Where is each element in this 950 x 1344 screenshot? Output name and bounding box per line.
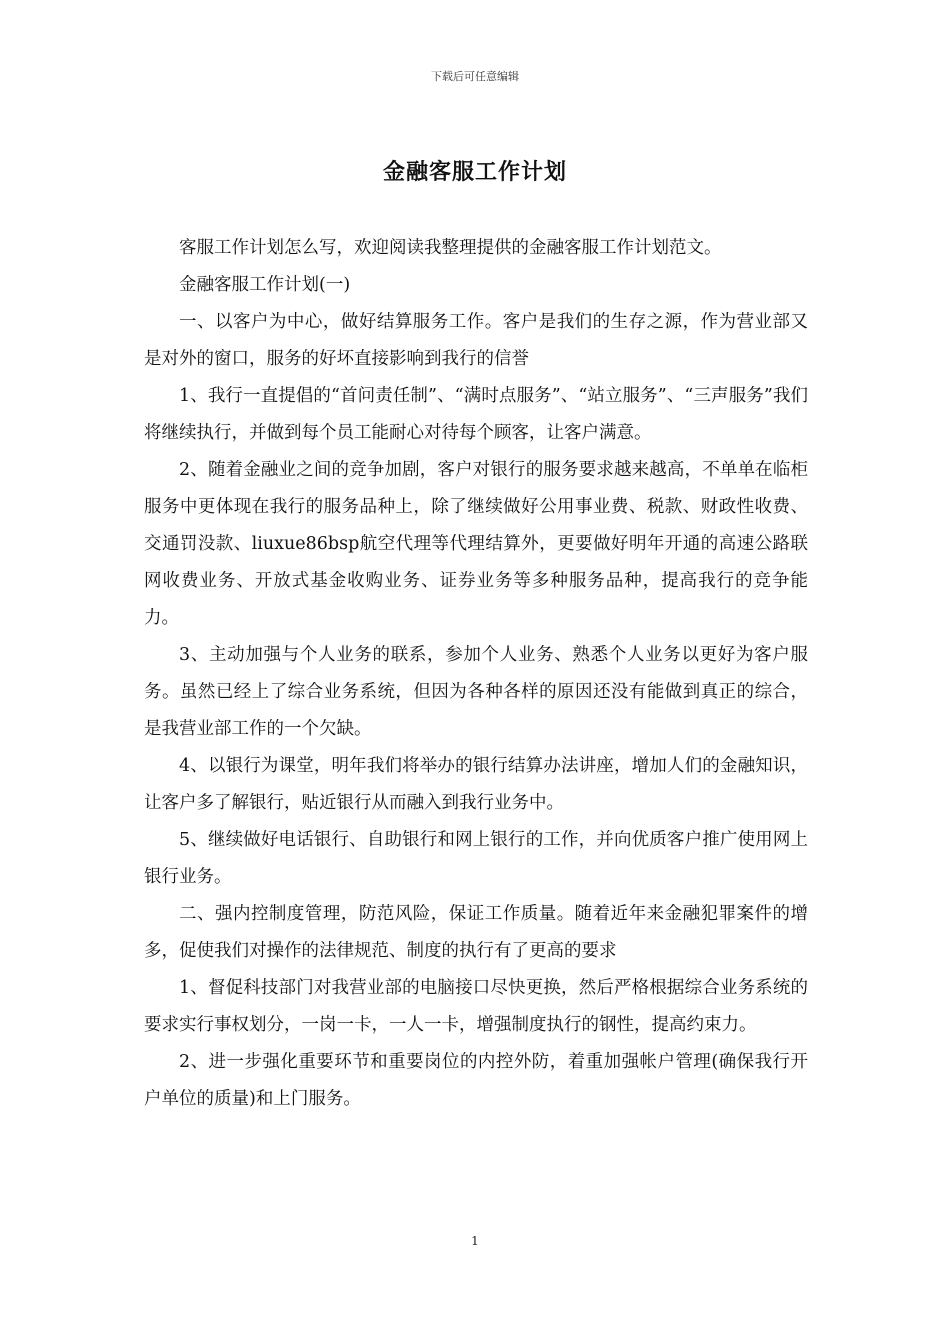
paragraph-section-heading: 金融客服工作计划(一) bbox=[179, 275, 351, 295]
paragraph-item-1: 1、我行一直提倡的“首问责任制”、“满时点服务”、“站立服务”、“三声服务”我们将继续执行，并做到每个员工能耐心对待每个顾客，让客户满意。 bbox=[144, 386, 808, 443]
paragraph-item-2: 2、随着金融业之间的竞争加剧，客户对银行的服务要求越来越高，不单单在临柜服务中更体现在我行的服务品种上，除了继续做好公用事业费、税款、财政性收费、交通罚没款、liuxue86bsp航空代理等代理结算外，更要做好明年开通的高速公路联网收费业务、开放式基金收购业务、证券业务等多种服务品种，提高我行的竞争能力。 bbox=[144, 460, 808, 628]
paragraph-part-two: 二、强内控制度管理，防范风险，保证工作质量。随着近年来金融犯罪案件的增多，促使我们对操作的法律规范、制度的执行有了更高的要求 bbox=[144, 904, 808, 961]
header-note: 下载后可任意编辑 bbox=[431, 70, 519, 83]
paragraph-part-one: 一、以客户为中心，做好结算服务工作。客户是我们的生存之源，作为营业部又是对外的窗口，服务的好坏直接影响到我行的信誉 bbox=[144, 312, 808, 369]
document-title: 金融客服工作计划 bbox=[382, 159, 567, 185]
page-number: 1 bbox=[471, 1234, 479, 1248]
paragraph-item-3: 3、主动加强与个人业务的联系，参加个人业务、熟悉个人业务以更好为客户服务。虽然已经上了综合业务系统，但因为各种各样的原因还没有能做到真正的综合，是我营业部工作的一个欠缺。 bbox=[144, 645, 808, 739]
document-body bbox=[144, 230, 808, 1118]
paragraph-item-5: 5、继续做好电话银行、自助银行和网上银行的工作，并向优质客户推广使用网上银行业务。 bbox=[144, 830, 808, 887]
paragraph-part-two-item-1: 1、督促科技部门对我营业部的电脑接口尽快更换，然后严格根据综合业务系统的要求实行事权划分，一岗一卡，一人一卡，增强制度执行的钢性，提高约束力。 bbox=[144, 978, 808, 1035]
paragraph-intro: 客服工作计划怎么写，欢迎阅读我整理提供的金融客服工作计划范文。 bbox=[179, 238, 722, 258]
paragraph-part-two-item-2: 2、进一步强化重要环节和重要岗位的内控外防，着重加强帐户管理(确保我行开户单位的质量)和上门服务。 bbox=[144, 1052, 808, 1109]
paragraph-item-4: 4、以银行为课堂，明年我们将举办的银行结算办法讲座，增加人们的金融知识，让客户多了解银行，贴近银行从而融入到我行业务中。 bbox=[144, 756, 808, 813]
